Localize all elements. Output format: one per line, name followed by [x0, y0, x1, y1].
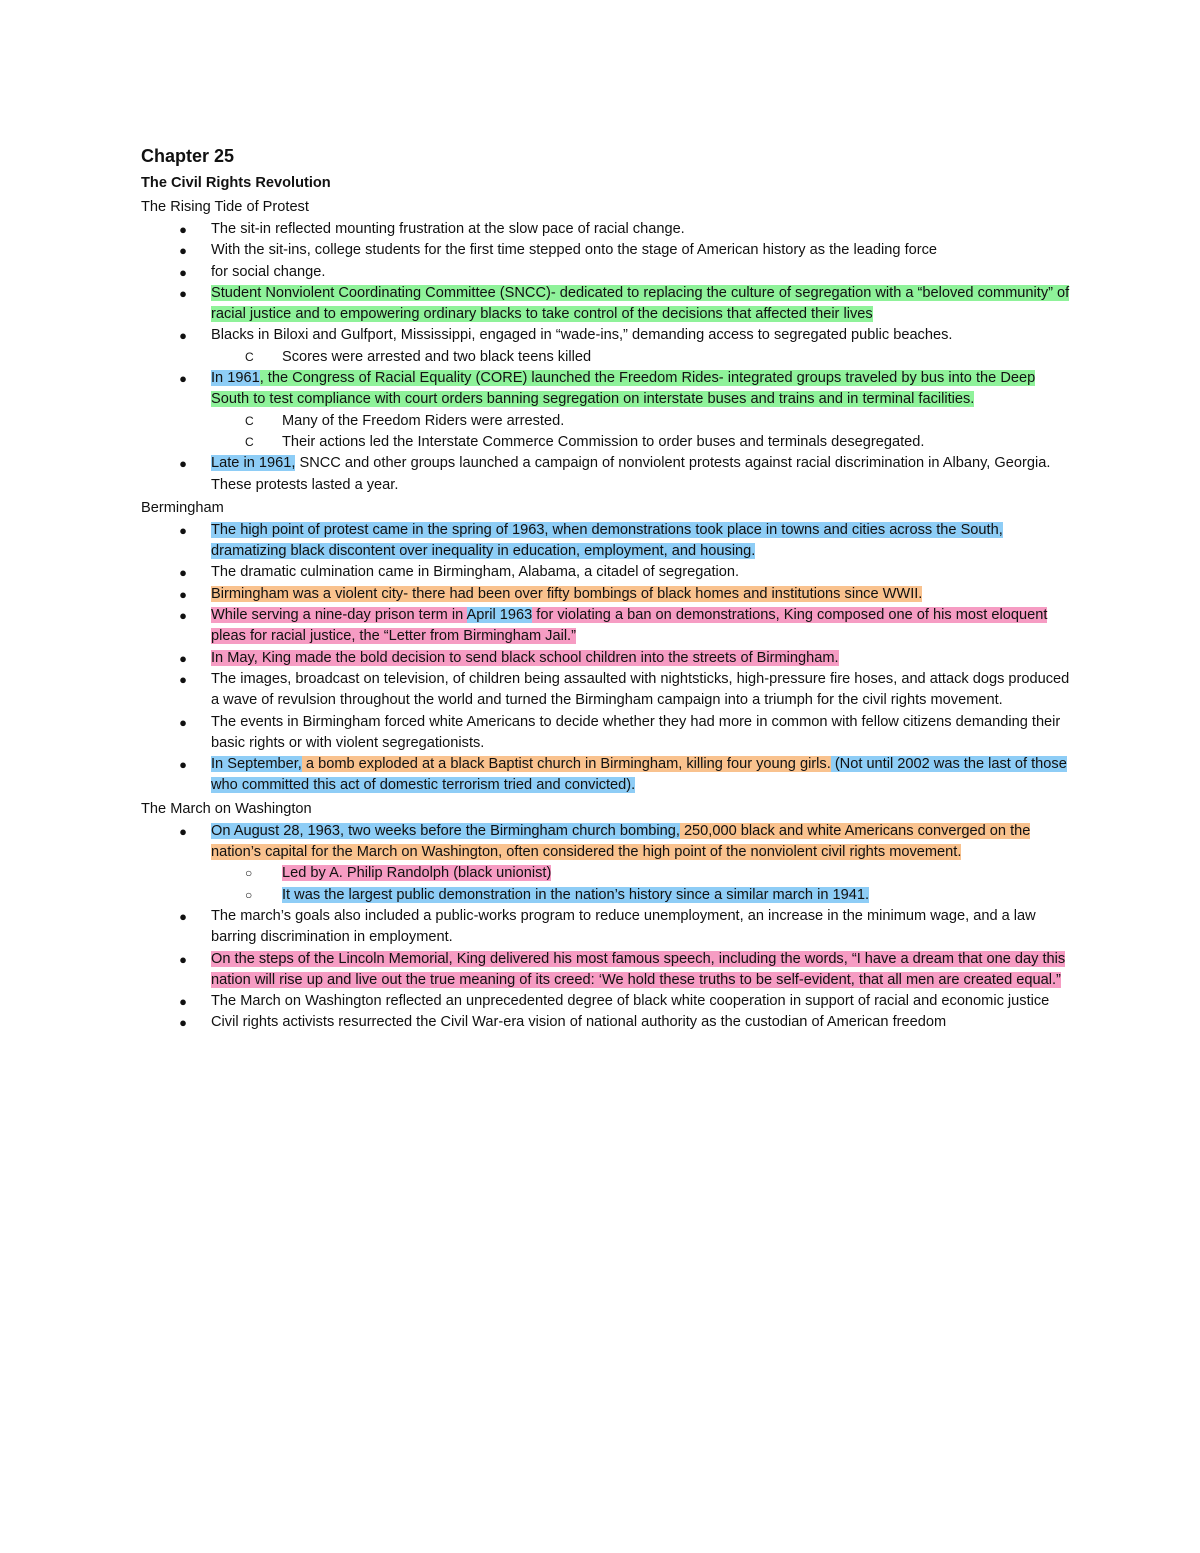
list-item	[141, 368, 1071, 453]
item-text	[211, 264, 325, 280]
sub-bullet-icon: C	[245, 413, 254, 428]
text-segment: Civil rights activists resurrected the Civil War-era vision of national authority as the custodian of American freedom	[211, 1014, 947, 1031]
item-text	[211, 221, 685, 237]
sub-item-text	[282, 413, 564, 429]
item-text	[211, 671, 1069, 708]
sub-bullet-list	[211, 347, 1071, 368]
sub-list-item	[211, 411, 1071, 432]
item-text	[211, 756, 1067, 793]
bullet-icon: ●	[179, 714, 187, 730]
text-segment: The events in Birmingham forced white Americans to decide whether they had more in common with fellow citizens demanding their basic rights or with violent segregationists.	[211, 713, 1061, 751]
text-segment: The march’s goals also included a public-works program to reduce unemployment, an increase in the minimum wage, and a law barring discrimination in employment.	[211, 907, 1036, 946]
text-segment: Scores were arrested and two black teens killed	[282, 348, 592, 365]
list-item	[141, 584, 1071, 605]
list-item	[141, 906, 1071, 949]
bullet-icon: ●	[179, 650, 187, 666]
bullet-icon: ●	[179, 951, 187, 967]
list-item	[141, 453, 1071, 496]
list-item	[141, 283, 1071, 326]
bullet-icon: ●	[179, 456, 187, 472]
sub-bullet-icon: C	[245, 349, 254, 364]
bullet-icon: ●	[179, 222, 187, 237]
text-segment: The sit-in reflected mounting frustration at the slow pace of racial change.	[211, 221, 685, 237]
text-segment: In May, King made the bold decision to send black school children into the streets of Birmingham.	[211, 649, 839, 666]
text-segment: Student Nonviolent Coordinating Committee (SNCC)- dedicated to replacing the culture of segregation with a “beloved community” of racial justice and to empowering ordinary blacks to take control of the decisions that affected their lives	[211, 284, 1070, 323]
text-segment: The March on Washington reflected an unprecedented degree of black white cooperation in support of racial and economic justice	[211, 993, 1050, 1010]
list-item	[141, 648, 1071, 669]
list-item	[141, 821, 1071, 906]
text-segment: It was the largest public demonstration in the nation’s history since a similar march in 1941.	[282, 886, 870, 903]
text-segment: With the sit-ins, college students for the first time stepped onto the stage of American history as the leading force	[211, 242, 938, 259]
bullet-list	[141, 219, 1071, 496]
text-segment: SNCC and other groups launched a campaign of nonviolent protests against racial discrimination in Albany, Georgia. These protests lasted a year.	[211, 455, 1051, 493]
section-heading: The Rising Tide of Protest	[141, 199, 309, 215]
bullet-icon: ●	[179, 565, 187, 581]
list-item	[141, 262, 1071, 283]
text-segment: On the steps of the Lincoln Memorial, King delivered his most famous speech, including the words, “I have a dream that one day this nation will rise up and live out the true meaning of its creed: ‘We hold these truths to be self-evident, that all men are created equal.”	[211, 950, 1066, 988]
bullet-list	[141, 520, 1071, 797]
section-heading: The March on Washington	[141, 800, 312, 817]
chapter-heading: Chapter 25	[141, 146, 235, 166]
sub-item-text	[282, 349, 591, 365]
text-segment: Their actions led the Interstate Commerce Commission to order buses and terminals desegregated.	[282, 433, 925, 450]
sub-item-text	[282, 434, 924, 450]
item-text	[211, 607, 1047, 644]
bullet-icon: ●	[179, 328, 187, 344]
sections-container	[141, 195, 1071, 1034]
text-segment: While serving a nine-day prison term in	[211, 607, 467, 624]
sub-bullet-list	[211, 411, 1071, 454]
text-segment: In 1961	[211, 370, 260, 387]
bullet-icon: ●	[179, 608, 187, 624]
bullet-icon: ●	[179, 243, 187, 259]
text-segment: Many of the Freedom Riders were arrested.	[282, 412, 565, 429]
item-text	[211, 586, 922, 602]
item-text	[211, 993, 1049, 1009]
sub-list-item	[211, 885, 1071, 906]
item-text	[211, 370, 1035, 407]
text-segment: The dramatic culmination came in Birmingham, Alabama, a citadel of segregation.	[211, 564, 740, 581]
list-item	[141, 605, 1071, 648]
text-segment: April 1963	[466, 607, 533, 624]
text-segment: for social change.	[211, 263, 326, 280]
text-segment: a bomb exploded at a black Baptist church in Birmingham, killing four young girls.	[301, 756, 831, 773]
chapter-title: The Civil Rights Revolution	[141, 175, 331, 191]
sub-list-item	[211, 432, 1071, 453]
item-text	[211, 1014, 946, 1030]
item-text	[211, 522, 1003, 559]
bullet-icon: ●	[179, 285, 187, 301]
list-item	[141, 562, 1071, 583]
sub-bullet-icon: ○	[245, 887, 253, 902]
sub-item-text	[282, 865, 551, 881]
text-segment: In September,	[211, 756, 302, 773]
list-item	[141, 240, 1071, 261]
item-text	[211, 242, 937, 258]
bullet-icon: ●	[179, 671, 187, 687]
list-item	[141, 712, 1071, 755]
list-item	[141, 991, 1071, 1012]
bullet-icon: ●	[179, 586, 187, 602]
item-text	[211, 455, 1050, 492]
bullet-icon: ●	[179, 994, 187, 1010]
list-item	[141, 754, 1071, 797]
list-item	[141, 669, 1071, 712]
item-text	[211, 951, 1065, 988]
item-text	[211, 823, 1030, 860]
text-segment: Late in 1961,	[211, 455, 296, 472]
bullet-icon: ●	[179, 522, 187, 538]
bullet-icon: ●	[179, 1015, 187, 1031]
document-body	[141, 143, 1071, 1034]
bullet-icon: ●	[179, 264, 187, 280]
sub-item-text	[282, 887, 869, 903]
bullet-icon: ●	[179, 757, 187, 773]
text-segment: (Not until 2002 was the last of those who committed this act of domestic terrorism tried and convicted).	[211, 756, 1067, 794]
text-segment: 250,000 black and white Americans converged on the nation’s capital for the March on Washington, often considered the high point of the nonviolent civil rights movement.	[211, 822, 1031, 861]
item-text	[211, 285, 1069, 322]
sub-bullet-icon: C	[245, 434, 254, 449]
list-item	[141, 325, 1071, 368]
item-text	[211, 908, 1036, 945]
list-item	[141, 520, 1071, 563]
item-text	[211, 327, 952, 343]
item-text	[211, 714, 1060, 751]
text-segment: On August 28, 1963, two weeks before the Birmingham church bombing,	[211, 822, 680, 839]
list-item	[141, 219, 1071, 240]
list-item	[141, 1012, 1071, 1033]
text-segment: The high point of protest came in the spring of 1963, when demonstrations took place in towns and cities across the South, dramatizing black discontent over inequality in education, employment, and housing.	[211, 521, 1003, 560]
section-heading: Bermingham	[141, 499, 224, 516]
bullet-icon: ●	[179, 823, 187, 839]
sub-list-item	[211, 347, 1071, 368]
item-text	[211, 564, 739, 580]
item-text	[211, 650, 839, 666]
bullet-icon: ●	[179, 371, 187, 387]
text-segment: Birmingham was a violent city- there had been over fifty bombings of black homes and institutions since WWII.	[211, 585, 923, 602]
list-item	[141, 949, 1071, 992]
sub-bullet-icon: ○	[245, 866, 253, 881]
sub-bullet-list	[211, 863, 1071, 906]
text-segment: , the Congress of Racial Equality (CORE) launched the Freedom Rides- integrated groups traveled by bus into the Deep South to test compliance with court orders banning segregation on interstate buses and trains and in terminal facilities.	[211, 370, 1036, 408]
text-segment: Blacks in Biloxi and Gulfport, Mississippi, engaged in “wade-ins,” demanding access to segregated public beaches.	[211, 327, 953, 344]
text-segment: The images, broadcast on television, of children being assaulted with nightsticks, high-pressure fire hoses, and attack dogs produced a wave of revulsion throughout the world and turned the Birmingham campaign into a triumph for the civil rights movement.	[211, 670, 1070, 709]
bullet-list	[141, 821, 1071, 1034]
bullet-icon: ●	[179, 908, 187, 924]
sub-list-item	[211, 863, 1071, 884]
text-segment: for violating a ban on demonstrations, King composed one of his most eloquent pleas for racial justice, the “Letter from Birmingham Jail.”	[211, 607, 1048, 645]
text-segment: Led by A. Philip Randolph (black unionist)	[282, 865, 552, 882]
